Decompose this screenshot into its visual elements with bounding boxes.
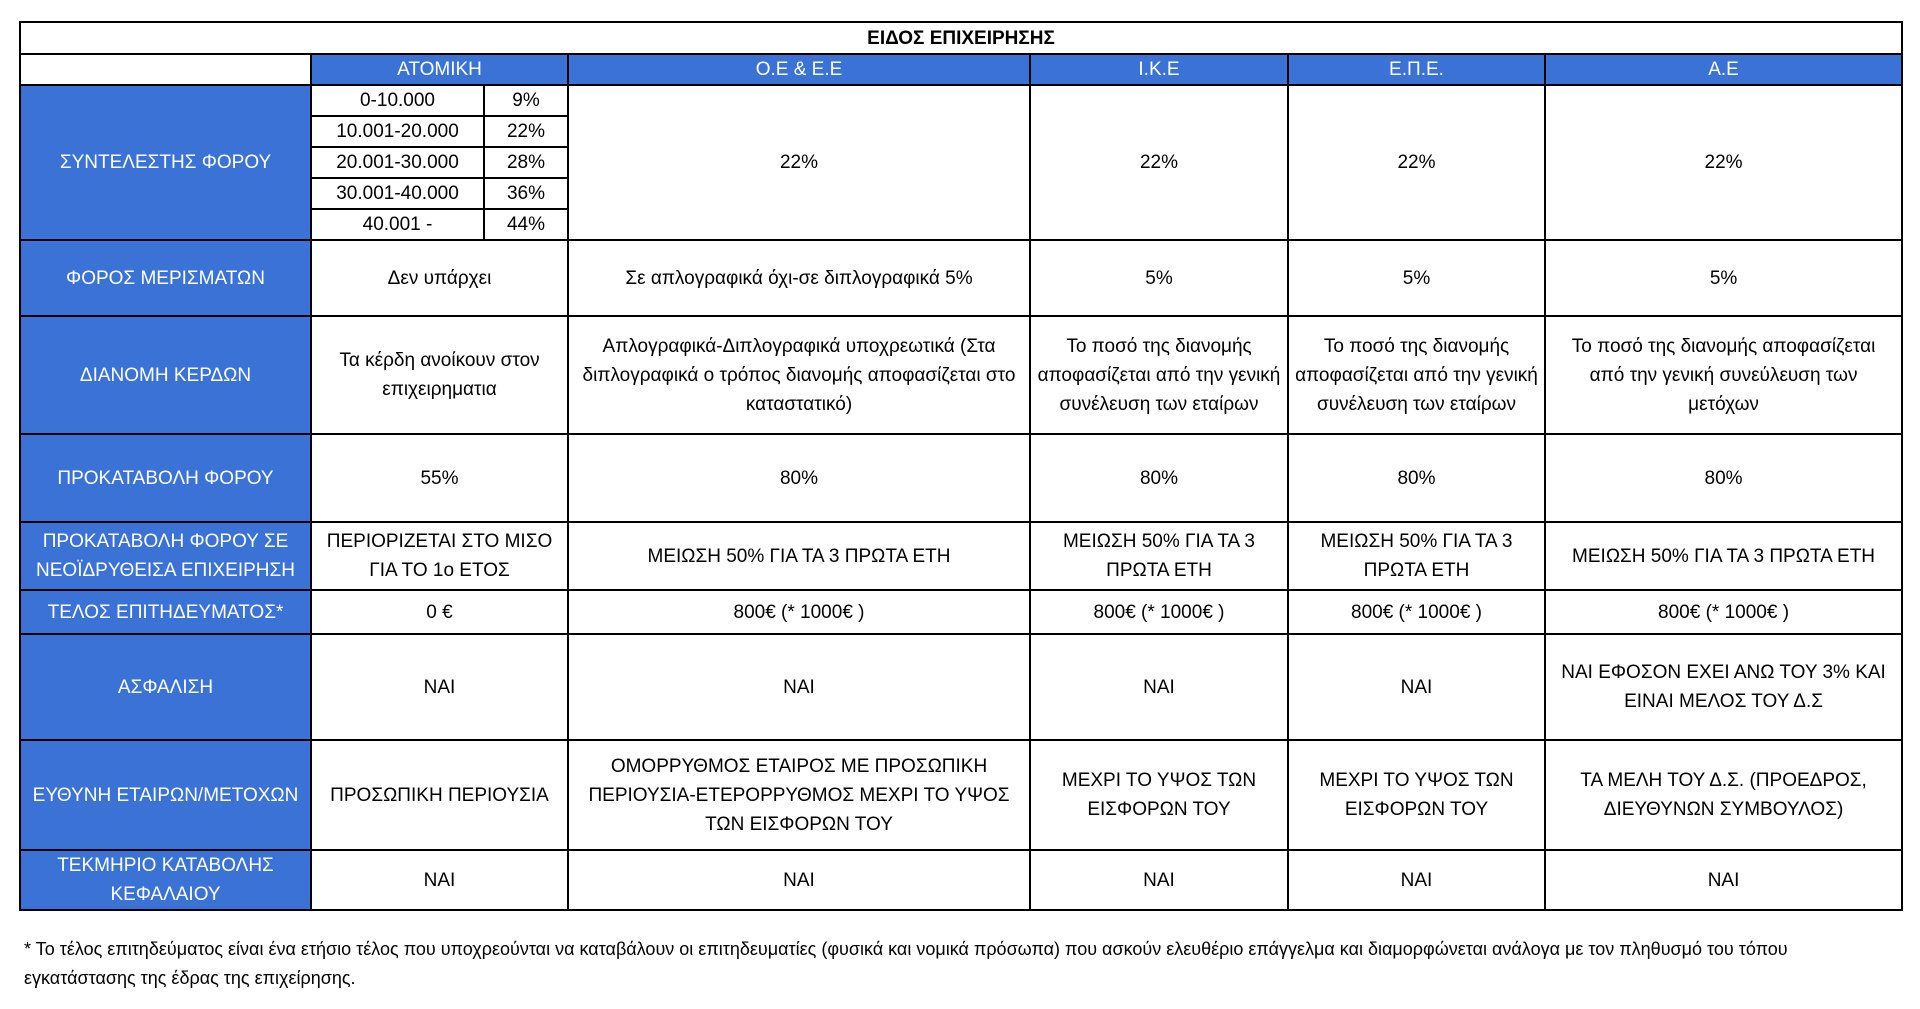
- tax-prepayment-label: ΠΡΟΚΑΤΑΒΟΛΗ ΦΟΡΟΥ: [20, 434, 311, 522]
- column-header-epe: Ε.Π.Ε.: [1288, 54, 1545, 85]
- bracket-range: 10.001-20.000: [311, 116, 484, 147]
- table-cell: ΝΑΙ: [568, 850, 1030, 910]
- profit-distribution-row: [20, 316, 1902, 434]
- bracket-rate: 22%: [484, 116, 568, 147]
- table-cell: 0 €: [311, 590, 568, 634]
- column-header-ae: Α.Ε: [1545, 54, 1902, 85]
- table-cell: ΝΑΙ ΕΦΟΣΟΝ ΕΧΕΙ ΑΝΩ ΤΟΥ 3% ΚΑΙ ΕΙΝΑΙ ΜΕΛΟΣ ΤΟΥ Δ.Σ: [1545, 634, 1902, 740]
- tax-rate-oe-ee: 22%: [568, 85, 1030, 240]
- insurance-label: ΑΣΦΑΛΙΣΗ: [20, 634, 311, 740]
- table-cell: ΜΕΙΩΣΗ 50% ΓΙΑ ΤΑ 3 ΠΡΩΤΑ ΕΤΗ: [1030, 522, 1288, 590]
- table-cell: ΜΕΙΩΣΗ 50% ΓΙΑ ΤΑ 3 ΠΡΩΤΑ ΕΤΗ: [568, 522, 1030, 590]
- table-cell: 80%: [568, 434, 1030, 522]
- capital-proof-row: [20, 850, 1902, 910]
- column-header-atomiki: ΑΤΟΜΙΚΗ: [311, 54, 568, 85]
- title-row: [20, 22, 1902, 54]
- business-type-table: [19, 21, 1903, 911]
- bracket-range: 40.001 -: [311, 209, 484, 240]
- table-cell: ΝΑΙ: [1545, 850, 1902, 910]
- table-cell: 55%: [311, 434, 568, 522]
- table-cell: ΝΑΙ: [311, 634, 568, 740]
- bracket-range: 0-10.000: [311, 85, 484, 116]
- table-cell: 80%: [1288, 434, 1545, 522]
- table-cell: 800€ (* 1000€ ): [1288, 590, 1545, 634]
- table-cell: Τα κέρδη ανοίκουν στον επιχειρηματια: [311, 316, 568, 434]
- table-cell: ΝΑΙ: [1030, 634, 1288, 740]
- dividend-tax-label: ΦΟΡΟΣ ΜΕΡΙΣΜΑΤΩΝ: [20, 240, 311, 316]
- tax-rate-row: [20, 85, 1902, 116]
- column-header-ike: Ι.Κ.Ε: [1030, 54, 1288, 85]
- tax-prepayment-row: [20, 434, 1902, 522]
- table-cell: 80%: [1545, 434, 1902, 522]
- dividend-tax-row: [20, 240, 1902, 316]
- tax-rate-label: ΣΥΝΤΕΛΕΣΤΗΣ ΦΟΡΟΥ: [20, 85, 311, 240]
- table-cell: ΟΜΟΡΡΥΘΜΟΣ ΕΤΑΙΡΟΣ ΜΕ ΠΡΟΣΩΠΙΚΗ ΠΕΡΙΟΥΣΙΑ-ΕΤΕΡΟΡΡΥΘΜΟΣ ΜΕΧΡΙ ΤΟ ΥΨΟΣ ΤΩΝ ΕΙΣΦΟΡΩΝ ΤΟΥ: [568, 740, 1030, 850]
- table-cell: 800€ (* 1000€ ): [1545, 590, 1902, 634]
- table-cell: ΝΑΙ: [1030, 850, 1288, 910]
- table-cell: Το ποσό της διανομής αποφασίζεται από την γενική συνέλευση των εταίρων: [1030, 316, 1288, 434]
- capital-proof-label: ΤΕΚΜΗΡΙΟ ΚΑΤΑΒΟΛΗΣ ΚΕΦΑΛΑΙΟΥ: [20, 850, 311, 910]
- bracket-rate: 36%: [484, 178, 568, 209]
- table-cell: Το ποσό της διανομής αποφασίζεται από την γενική συνεύλευση των μετόχων: [1545, 316, 1902, 434]
- table-cell: 800€ (* 1000€ ): [568, 590, 1030, 634]
- table-cell: 80%: [1030, 434, 1288, 522]
- table-cell: Απλογραφικά-Διπλογραφικά υποχρεωτικά (Στα διπλογραφικά ο τρόπος διανομής αποφασίζεται στο καταστατικό): [568, 316, 1030, 434]
- tax-rate-epe: 22%: [1288, 85, 1545, 240]
- table-cell: ΜΕΧΡΙ ΤΟ ΥΨΟΣ ΤΩΝ ΕΙΣΦΟΡΩΝ ΤΟΥ: [1030, 740, 1288, 850]
- corner-cell: [20, 54, 311, 85]
- table-cell: Σε απλογραφικά όχι-σε διπλογραφικά 5%: [568, 240, 1030, 316]
- partner-liability-row: [20, 740, 1902, 850]
- table-cell: ΜΕΙΩΣΗ 50% ΓΙΑ ΤΑ 3 ΠΡΩΤΑ ΕΤΗ: [1545, 522, 1902, 590]
- tax-rate-ike: 22%: [1030, 85, 1288, 240]
- bracket-range: 20.001-30.000: [311, 147, 484, 178]
- table-cell: ΝΑΙ: [1288, 634, 1545, 740]
- table-cell: ΜΕΧΡΙ ΤΟ ΥΨΟΣ ΤΩΝ ΕΙΣΦΟΡΩΝ ΤΟΥ: [1288, 740, 1545, 850]
- table-cell: ΝΑΙ: [1288, 850, 1545, 910]
- table-cell: Δεν υπάρχει: [311, 240, 568, 316]
- business-fee-row: [20, 590, 1902, 634]
- table-title: ΕΙΔΟΣ ΕΠΙΧΕΙΡΗΣΗΣ: [20, 22, 1902, 54]
- bracket-rate: 44%: [484, 209, 568, 240]
- table-cell: Το ποσό της διανομής αποφασίζεται από την γενική συνέλευση των εταίρων: [1288, 316, 1545, 434]
- table-cell: ΝΑΙ: [568, 634, 1030, 740]
- tax-rate-ae: 22%: [1545, 85, 1902, 240]
- profit-distribution-label: ΔΙΑΝΟΜΗ ΚΕΡΔΩΝ: [20, 316, 311, 434]
- new-business-prepayment-row: [20, 522, 1902, 590]
- table-cell: 5%: [1030, 240, 1288, 316]
- table-cell: 5%: [1545, 240, 1902, 316]
- table-cell: 800€ (* 1000€ ): [1030, 590, 1288, 634]
- table-cell: ΠΕΡΙΟΡΙΖΕΤΑΙ ΣΤΟ ΜΙΣΟ ΓΙΑ ΤΟ 1ο ΕΤΟΣ: [311, 522, 568, 590]
- table-cell: ΠΡΟΣΩΠΙΚΗ ΠΕΡΙΟΥΣΙΑ: [311, 740, 568, 850]
- table-cell: ΝΑΙ: [311, 850, 568, 910]
- bracket-range: 30.001-40.000: [311, 178, 484, 209]
- bracket-rate: 9%: [484, 85, 568, 116]
- footnote: * Το τέλος επιτηδεύματος είναι ένα ετήσιο τέλος που υποχρεούνται να καταβάλουν οι επιτηδευματίες (φυσικά και νομικά πρόσωπα) που ασκούν ελευθέριο επάγγελμα και διαμορφώνεται ανάλογα με τον πληθυσμό του τόπου εγκατάστασης της έδρας της επιχείρησης.: [24, 939, 1788, 988]
- partner-liability-label: ΕΥΘΥΝΗ ΕΤΑΙΡΩΝ/ΜΕΤΟΧΩΝ: [20, 740, 311, 850]
- table-cell: 5%: [1288, 240, 1545, 316]
- new-business-prepayment-label: ΠΡΟΚΑΤΑΒΟΛΗ ΦΟΡΟΥ ΣΕ ΝΕΟΪΔΡΥΘΕΙΣΑ ΕΠΙΧΕΙΡΗΣΗ: [20, 522, 311, 590]
- bracket-rate: 28%: [484, 147, 568, 178]
- table-cell: ΜΕΙΩΣΗ 50% ΓΙΑ ΤΑ 3 ΠΡΩΤΑ ΕΤΗ: [1288, 522, 1545, 590]
- column-header-oe-ee: Ο.Ε & Ε.Ε: [568, 54, 1030, 85]
- column-header-row: [20, 54, 1902, 85]
- insurance-row: [20, 634, 1902, 740]
- business-fee-label: ΤΕΛΟΣ ΕΠΙΤΗΔΕΥΜΑΤΟΣ*: [20, 590, 311, 634]
- table-cell: ΤΑ ΜΕΛΗ ΤΟΥ Δ.Σ. (ΠΡΟΕΔΡΟΣ, ΔΙΕΥΘΥΝΩΝ ΣΥΜΒΟΥΛΟΣ): [1545, 740, 1902, 850]
